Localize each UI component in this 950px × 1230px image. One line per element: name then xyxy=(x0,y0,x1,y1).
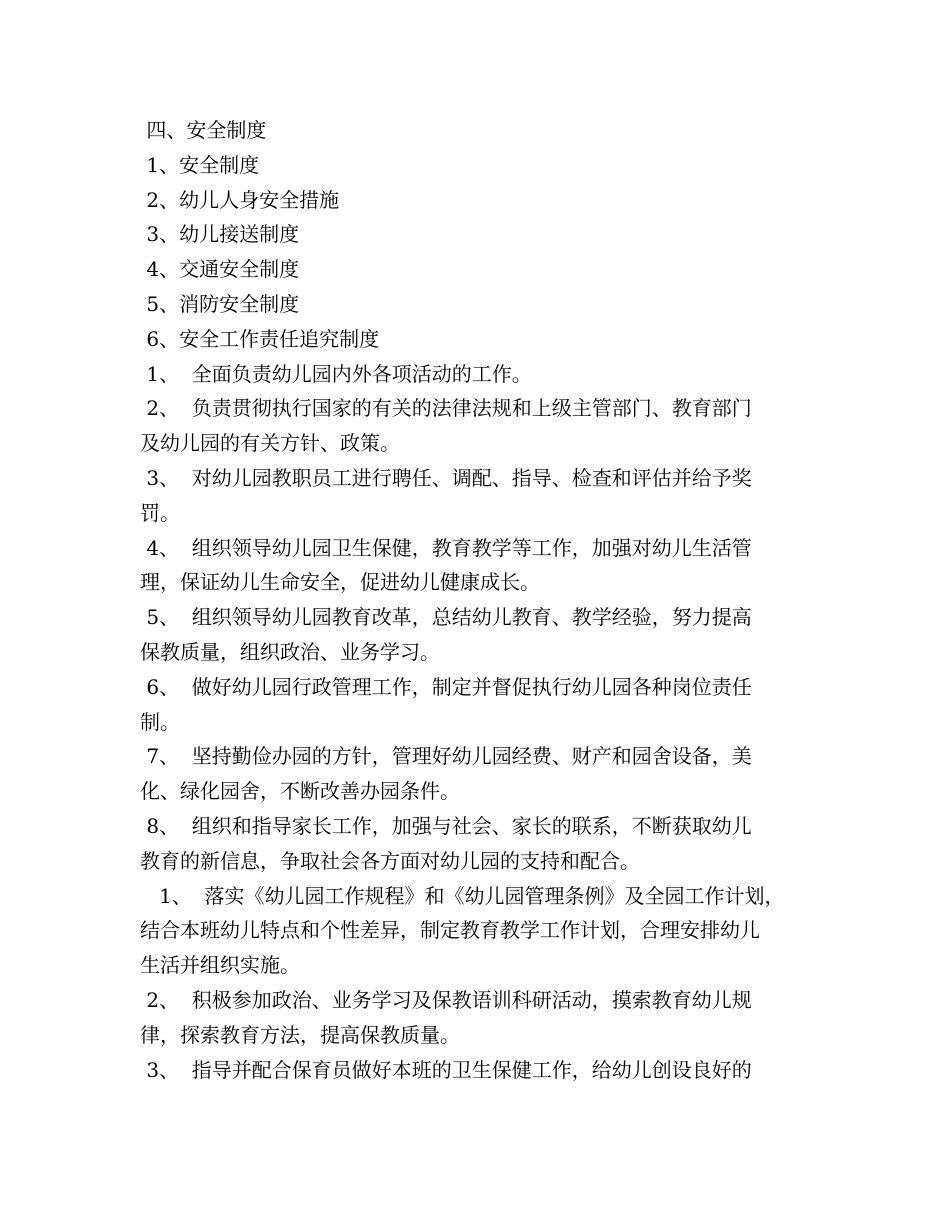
text-line: 2、 积极参加政治、业务学习及保教语训科研活动，摸索教育幼儿规 xyxy=(140,987,752,1012)
text-line: 6、安全工作责任追究制度 xyxy=(140,326,380,351)
text-line: 6、 做好幼儿园行政管理工作，制定并督促执行幼儿园各种岗位责任 xyxy=(140,674,752,699)
text-line: 7、 坚持勤俭办园的方针，管理好幼儿园经费、财产和园舍设备，美 xyxy=(140,744,752,769)
text-line: 4、交通安全制度 xyxy=(140,257,300,282)
section-heading: 四、安全制度 xyxy=(140,118,267,142)
document-body xyxy=(140,113,812,1087)
text-line: 3、 对幼儿园教职员工进行聘任、调配、指导、检查和评估并给予奖 xyxy=(140,465,752,490)
text-line: 5、 组织领导幼儿园教育改革，总结幼儿教育、教学经验，努力提高 xyxy=(140,605,752,630)
text-line: 律，探索教育方法，提高保教质量。 xyxy=(140,1022,460,1047)
text-line: 教育的新信息，争取社会各方面对幼儿园的支持和配合。 xyxy=(140,848,640,873)
text-line: 化、绿化园舍，不断改善办园条件。 xyxy=(140,779,460,804)
text-line: 制。 xyxy=(140,709,180,734)
text-line: 8、 组织和指导家长工作，加强与社会、家长的联系，不断获取幼儿 xyxy=(140,813,752,838)
text-line: 理，保证幼儿生命安全，促进幼儿健康成长。 xyxy=(140,570,540,595)
text-line: 保教质量，组织政治、业务学习。 xyxy=(140,639,440,664)
text-line: 1、 全面负责幼儿园内外各项活动的工作。 xyxy=(140,361,532,386)
text-line: 及幼儿园的有关方针、政策。 xyxy=(140,431,400,456)
text-line: 4、 组织领导幼儿园卫生保健，教育教学等工作，加强对幼儿生活管 xyxy=(140,535,752,560)
text-line: 生活并组织实施。 xyxy=(140,953,300,978)
text-line: 罚。 xyxy=(140,500,180,525)
text-line: 3、 指导并配合保育员做好本班的卫生保健工作，给幼儿创设良好的 xyxy=(140,1057,752,1082)
text-line: 2、幼儿人身安全措施 xyxy=(140,187,340,212)
text-line: 1、安全制度 xyxy=(140,152,260,177)
text-line: 5、消防安全制度 xyxy=(140,291,300,316)
text-line: 结合本班幼儿特点和个性差异，制定教育教学工作计划，合理安排幼儿 xyxy=(140,918,760,943)
text-line: 1、 落实《幼儿园工作规程》和《幼儿园管理条例》及全园工作计划， xyxy=(140,883,785,908)
text-line: 3、幼儿接送制度 xyxy=(140,222,300,247)
text-line: 2、 负责贯彻执行国家的有关的法律法规和上级主管部门、教育部门 xyxy=(140,396,752,421)
